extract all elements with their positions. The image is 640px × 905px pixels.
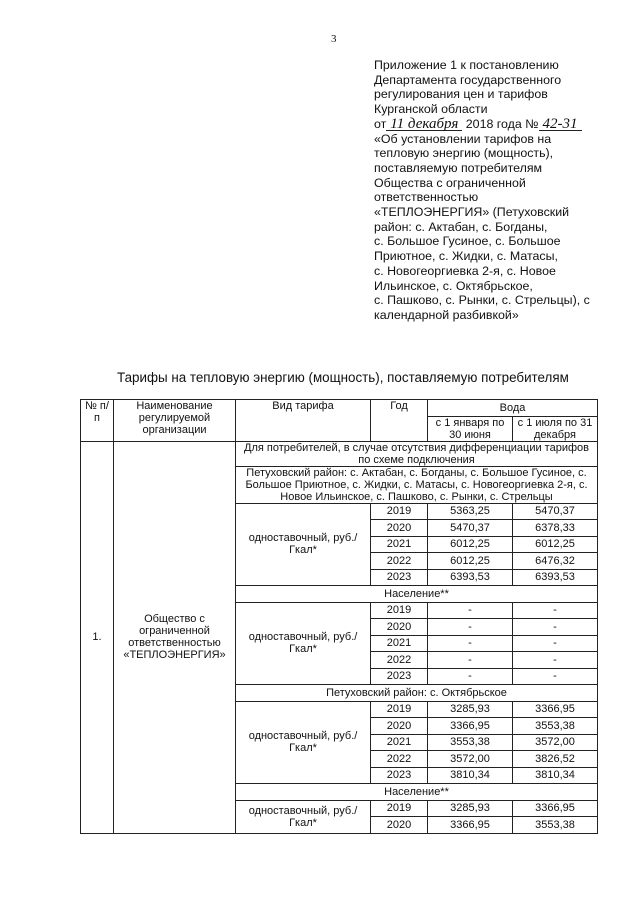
year-cell: 2021 bbox=[371, 536, 428, 553]
value-cell: - bbox=[513, 635, 598, 652]
value-cell: 3826,52 bbox=[513, 751, 598, 768]
appendix-subject-line: Общества с ограниченной bbox=[374, 175, 526, 190]
appendix-line: Курганской области bbox=[374, 102, 488, 117]
area-heading: Петуховский район: с. Октябрьское bbox=[236, 685, 598, 702]
value-cell: 3810,34 bbox=[428, 767, 513, 784]
appendix-subject-line: тепловую энергию (мощность), bbox=[374, 146, 554, 161]
value-cell: - bbox=[428, 652, 513, 669]
population-heading: Население** bbox=[236, 784, 598, 801]
population-heading: Население** bbox=[236, 586, 598, 603]
appendix-line: Приложение 1 к постановлению bbox=[374, 58, 559, 72]
tariff-table bbox=[80, 399, 598, 834]
appendix-date-line bbox=[374, 117, 624, 132]
year-cell: 2023 bbox=[371, 569, 428, 586]
year-cell: 2019 bbox=[371, 503, 428, 520]
header-number: № п/п bbox=[81, 400, 114, 442]
appendix-subject-line: с. Большое Гусиное, с. Большое bbox=[374, 234, 561, 249]
date-prefix: от bbox=[374, 116, 387, 131]
appendix-subject-line: календарной разбивкой» bbox=[374, 307, 519, 322]
year-cell: 2022 bbox=[371, 751, 428, 768]
appendix-subject-line: поставляемую потребителям bbox=[374, 160, 543, 175]
value-cell: - bbox=[513, 619, 598, 636]
tariff-type-cell: одноставочный, руб./Гкал* bbox=[236, 503, 371, 586]
value-cell: - bbox=[428, 602, 513, 619]
value-cell: 6393,53 bbox=[428, 569, 513, 586]
tariff-type-cell: одноставочный, руб./Гкал* bbox=[236, 800, 371, 833]
year-cell: 2021 bbox=[371, 734, 428, 751]
value-cell: 6476,32 bbox=[513, 553, 598, 570]
value-cell: 5470,37 bbox=[428, 520, 513, 537]
year-cell: 2019 bbox=[371, 701, 428, 718]
year-cell: 2020 bbox=[371, 718, 428, 735]
appendix-subject-line: Приютное, с. Жидки, с. Матасы, bbox=[374, 249, 558, 264]
handwritten-date: 11 декабря bbox=[386, 118, 462, 131]
year-text: 2018 года № bbox=[465, 116, 539, 131]
value-cell: - bbox=[428, 635, 513, 652]
value-cell: 3810,34 bbox=[513, 767, 598, 784]
year-cell: 2020 bbox=[371, 520, 428, 537]
tariff-type-cell: одноставочный, руб./Гкал* bbox=[236, 701, 371, 784]
year-cell: 2022 bbox=[371, 652, 428, 669]
value-cell: - bbox=[428, 668, 513, 685]
area-heading: Петуховский район: с. Актабан, с. Богданы, с. Большое Гусиное, с. Большое Приютное, с. Жидки, с. Матасы, с. Новогеоргиевка 2-я, с. Новое Ильинское, с. Пашково, с. Рынки, с. Стрельцы bbox=[236, 466, 598, 503]
year-cell: 2020 bbox=[371, 619, 428, 636]
organization-name: Общество с ограниченной ответственностью «ТЕПЛОЭНЕРГИЯ» bbox=[114, 441, 236, 833]
appendix-subject-line: «Об установлении тарифов на bbox=[374, 131, 552, 146]
value-cell: 3285,93 bbox=[428, 800, 513, 817]
value-cell: 3366,95 bbox=[428, 817, 513, 834]
year-cell: 2023 bbox=[371, 668, 428, 685]
appendix-subject-line: с. Новогеоргиевка 2-я, с. Новое bbox=[374, 263, 556, 278]
appendix-subject-line: ответственностью bbox=[374, 190, 479, 205]
value-cell: 3366,95 bbox=[513, 701, 598, 718]
year-cell: 2023 bbox=[371, 767, 428, 784]
header-tariff-type: Вид тарифа bbox=[236, 400, 371, 442]
value-cell: 3366,95 bbox=[428, 718, 513, 735]
document-title: Тарифы на тепловую энергию (мощность), поставляемую потребителям bbox=[117, 370, 569, 385]
year-cell: 2019 bbox=[371, 602, 428, 619]
value-cell: 3553,38 bbox=[428, 734, 513, 751]
value-cell: 3285,93 bbox=[428, 701, 513, 718]
appendix-subject-line: Ильинское, с. Октябрьское, bbox=[374, 278, 533, 293]
appendix-line: Департамента государственного bbox=[374, 72, 562, 87]
value-cell: - bbox=[513, 652, 598, 669]
appendix-line: регулирования цен и тарифов bbox=[374, 87, 548, 102]
value-cell: 6393,53 bbox=[513, 569, 598, 586]
value-cell: - bbox=[513, 668, 598, 685]
value-cell: 3572,00 bbox=[513, 734, 598, 751]
page-number: 3 bbox=[331, 33, 337, 45]
header-period-1: с 1 января по 30 июня bbox=[428, 416, 513, 441]
year-cell: 2019 bbox=[371, 800, 428, 817]
appendix-subject-line: с. Пашково, с. Рынки, с. Стрельцы), с bbox=[374, 293, 590, 308]
value-cell: 3553,38 bbox=[513, 817, 598, 834]
value-cell: 6012,25 bbox=[428, 536, 513, 553]
row-number: 1. bbox=[81, 441, 114, 833]
value-cell: 3366,95 bbox=[513, 800, 598, 817]
year-cell: 2022 bbox=[371, 553, 428, 570]
tariff-type-cell: одноставочный, руб./Гкал* bbox=[236, 602, 371, 685]
value-cell: 3572,00 bbox=[428, 751, 513, 768]
handwritten-number: 42-31 bbox=[539, 118, 582, 131]
value-cell: - bbox=[428, 619, 513, 636]
appendix-block bbox=[374, 58, 624, 323]
appendix-subject-line: район: с. Актабан, с. Богданы, bbox=[374, 219, 548, 234]
header-year: Год bbox=[371, 400, 428, 442]
appendix-subject-line: «ТЕПЛОЭНЕРГИЯ» (Петуховский bbox=[374, 205, 570, 220]
header-organization: Наименование регулируемой организации bbox=[114, 400, 236, 442]
year-cell: 2020 bbox=[371, 817, 428, 834]
value-cell: 6378,33 bbox=[513, 520, 598, 537]
value-cell: 6012,25 bbox=[513, 536, 598, 553]
value-cell: 5363,25 bbox=[428, 503, 513, 520]
header-water: Вода bbox=[428, 400, 598, 417]
note-no-differentiation: Для потребителей, в случае отсутствия дифференциации тарифов по схеме подключения bbox=[236, 441, 598, 466]
header-period-2: с 1 июля по 31 декабря bbox=[513, 416, 598, 441]
value-cell: 3553,38 bbox=[513, 718, 598, 735]
value-cell: 6012,25 bbox=[428, 553, 513, 570]
value-cell: - bbox=[513, 602, 598, 619]
year-cell: 2021 bbox=[371, 635, 428, 652]
value-cell: 5470,37 bbox=[513, 503, 598, 520]
